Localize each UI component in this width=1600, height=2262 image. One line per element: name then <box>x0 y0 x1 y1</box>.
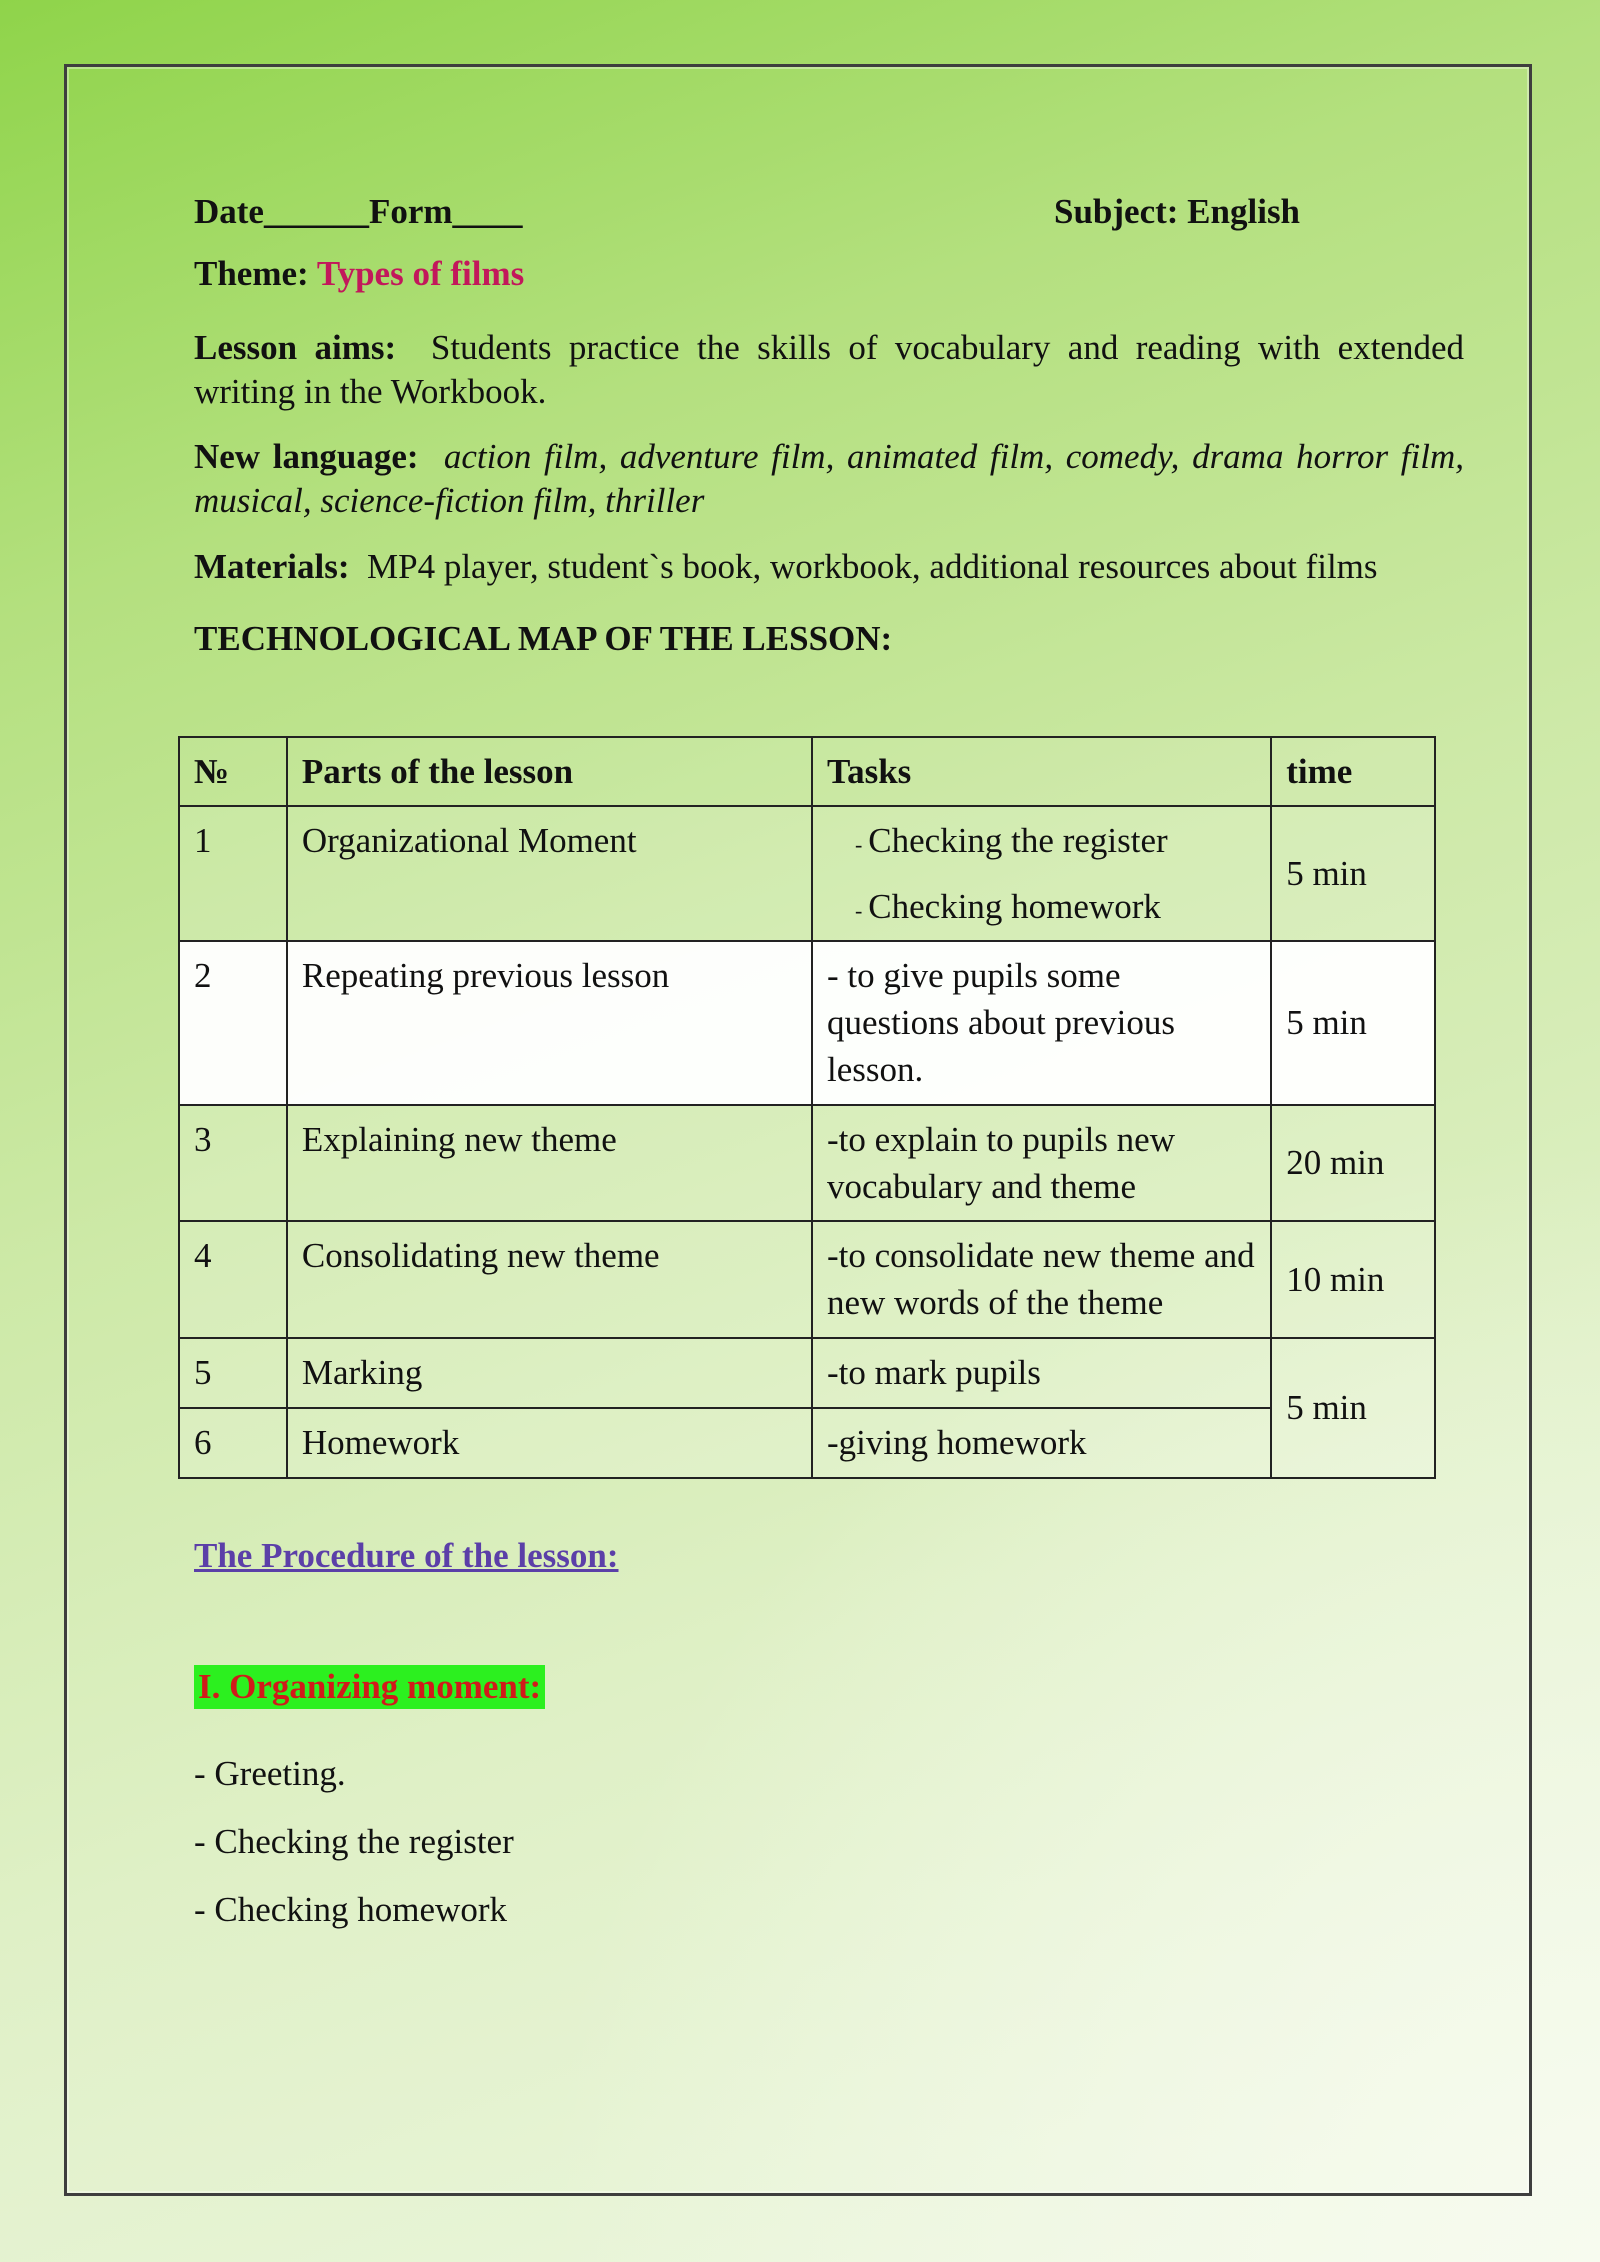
list-item: - Checking homework <box>194 1890 507 1929</box>
row-number: 1 <box>179 806 287 941</box>
table-row <box>179 1221 1435 1338</box>
language-label: New language: <box>194 437 419 477</box>
row-part: Marking <box>287 1338 812 1408</box>
aims-label: Lesson aims: <box>194 327 397 367</box>
row-part: Consolidating new theme <box>287 1221 812 1338</box>
materials-label: Materials: <box>194 546 350 586</box>
row-time: 20 min <box>1271 1105 1435 1222</box>
technological-map-table <box>178 736 1436 1479</box>
theme-label: Theme: <box>194 254 309 293</box>
row-part: Repeating previous lesson <box>287 941 812 1105</box>
theme-value: Types of films <box>316 254 525 293</box>
row-tasks: - to give pupils some questions about previous lesson. <box>812 941 1271 1105</box>
row-number: 2 <box>179 941 287 1105</box>
task-item: - Checking the register <box>854 821 1168 861</box>
map-title: TECHNOLOGICAL MAP OF THE LESSON: <box>194 618 893 658</box>
aims-text: Students practice the skills of vocabulary and reading with extended writing in the Workbook. <box>194 327 1464 411</box>
table-header-row <box>179 737 1435 806</box>
row-number: 5 <box>179 1338 287 1408</box>
stage-one-title: I. Organizing moment: <box>194 1665 545 1709</box>
row-tasks <box>812 806 1271 941</box>
table-row <box>179 806 1435 941</box>
row-part: Explaining new theme <box>287 1105 812 1222</box>
list-item: - Greeting. <box>194 1754 346 1793</box>
row-part: Organizational Moment <box>287 806 812 941</box>
row-tasks: -to mark pupils <box>812 1338 1271 1408</box>
row-part: Homework <box>287 1408 812 1478</box>
row-tasks: -to consolidate new theme and new words of the theme <box>812 1221 1271 1338</box>
materials-text: MP4 player, student`s book, workbook, additional resources about films <box>366 546 1378 586</box>
lesson-header <box>194 190 1464 660</box>
row-time: 10 min <box>1271 1221 1435 1338</box>
procedure-title: The Procedure of the lesson: <box>194 1536 619 1575</box>
row-number: 6 <box>179 1408 287 1478</box>
table-row <box>179 941 1435 1105</box>
header-time: time <box>1271 737 1435 806</box>
list-item: - Checking the register <box>194 1822 514 1861</box>
row-tasks: -to explain to pupils new vocabulary and theme <box>812 1105 1271 1222</box>
row-time: 5 min <box>1271 1338 1435 1478</box>
date-form-line: Date______Form____ <box>194 192 523 231</box>
row-number: 4 <box>179 1221 287 1338</box>
row-time: 5 min <box>1271 941 1435 1105</box>
table-row <box>179 1338 1435 1408</box>
language-text: action film, adventure film, animated film, comedy, drama horror film, musical, science-fiction film, thriller <box>194 437 1465 520</box>
stage-one-list <box>194 1740 514 1944</box>
header-parts: Parts of the lesson <box>287 737 812 806</box>
date-subject-row <box>194 190 1464 242</box>
table-row <box>179 1408 1435 1478</box>
row-number: 3 <box>179 1105 287 1222</box>
subject-label: Subject: English <box>1054 192 1301 231</box>
header-tasks: Tasks <box>812 737 1271 806</box>
lesson-aims <box>194 326 1464 414</box>
theme-line <box>194 252 1464 296</box>
new-language <box>194 435 1464 523</box>
table-row <box>179 1105 1435 1222</box>
materials <box>194 545 1464 589</box>
header-number: № <box>179 737 287 806</box>
task-item: - Checking homework <box>854 886 1161 926</box>
row-time: 5 min <box>1271 806 1435 941</box>
row-tasks: -giving homework <box>812 1408 1271 1478</box>
